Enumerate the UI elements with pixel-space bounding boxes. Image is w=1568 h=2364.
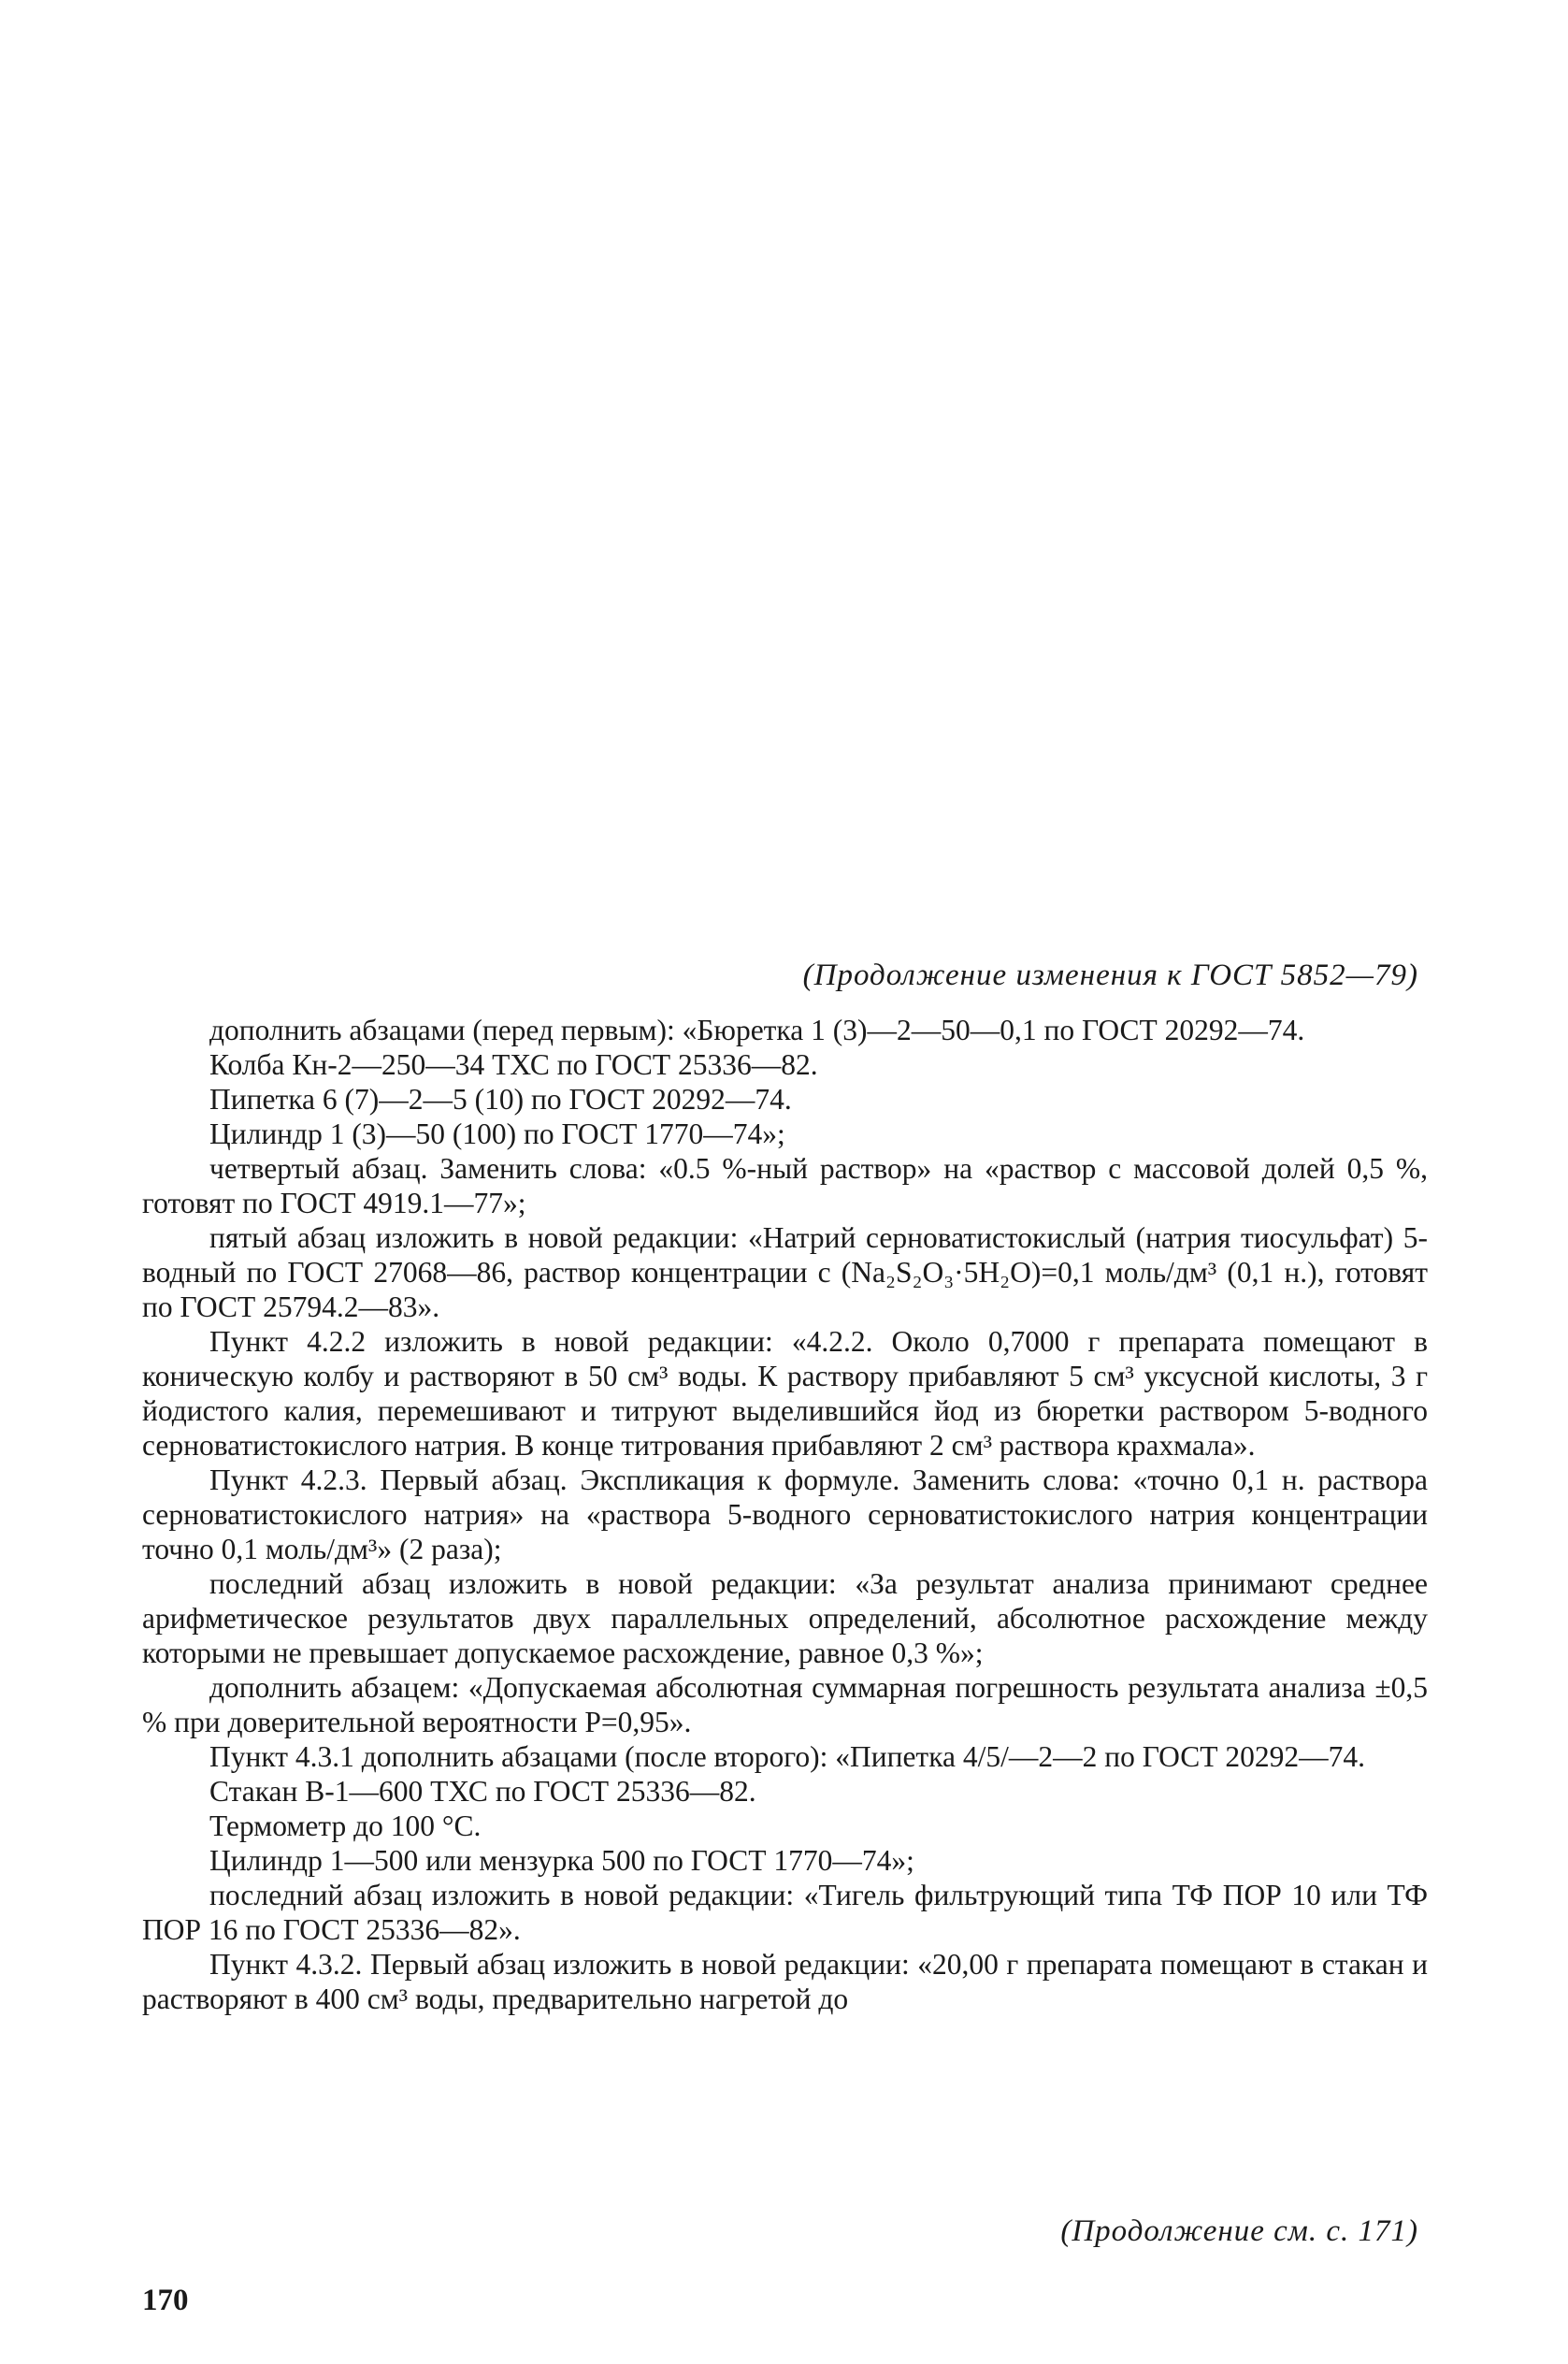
- continuation-note: (Продолжение см. с. 171): [1060, 2214, 1418, 2248]
- paragraph: Пункт 4.2.2 изложить в новой редакции: «4.2.2. Около 0,7000 г препарата помещают в коническую колбу и растворяют в 50 см³ воды. К раствору прибавляют 5 см³ уксусной кислоты, 3 г йодистого калия, перемешивают и титруют выделившийся йод из бюретки раствором 5-водного серноватистокислого натрия. В конце титрования прибавляют 2 см³ раствора крахмала».: [142, 1325, 1428, 1462]
- paragraph: последний абзац изложить в новой редакции: «Тигель фильтрующий типа ТФ ПОР 10 или ТФ ПОР 16 по ГОСТ 25336—82».: [142, 1879, 1428, 1946]
- paragraph: Пункт 4.2.3. Первый абзац. Экспликация к формуле. Заменить слова: «точно 0,1 н. раствора серноватистокислого натрия» на «раствора 5-водного серноватистокислого натрия концентрации точно 0,1 моль/дм³» (2 раза);: [142, 1463, 1428, 1565]
- paragraph: Колба Кн-2—250—34 ТХС по ГОСТ 25336—82.: [209, 1048, 818, 1081]
- paragraph: Пипетка 6 (7)—2—5 (10) по ГОСТ 20292—74.: [209, 1083, 792, 1116]
- paragraph: Цилиндр 1—500 или мензурка 500 по ГОСТ 1770—74»;: [209, 1844, 914, 1877]
- paragraph: дополнить абзацем: «Допускаемая абсолютная суммарная погрешность результата анализа ±0,5 % при доверительной вероятности P=0,95».: [142, 1671, 1428, 1738]
- paragraph: Пункт 4.3.1 дополнить абзацами (после второго): «Пипетка 4/5/—2—2 по ГОСТ 20292—74.: [209, 1740, 1366, 1773]
- paragraph: последний абзац изложить в новой редакции: «За результат анализа принимают среднее арифметическое результатов двух параллельных определений, абсолютное расхождение между которыми не превышает допускаемое расхождение, равное 0,3 %»;: [142, 1567, 1428, 1669]
- paragraph: Цилиндр 1 (3)—50 (100) по ГОСТ 1770—74»;: [209, 1117, 785, 1150]
- paragraph: дополнить абзацами (перед первым): «Бюретка 1 (3)—2—50—0,1 по ГОСТ 20292—74.: [209, 1014, 1305, 1046]
- paragraph: Стакан В-1—600 ТХС по ГОСТ 25336—82.: [209, 1775, 756, 1808]
- document-body: [142, 1013, 1428, 2016]
- running-header: (Продолжение изменения к ГОСТ 5852—79): [802, 959, 1418, 992]
- paragraph: Термометр до 100 °С.: [209, 1809, 482, 1842]
- page-number: 170: [142, 2284, 189, 2317]
- paragraph: четвертый абзац. Заменить слова: «0.5 %-ный раствор» на «раствор с массовой долей 0,5 %, готовят по ГОСТ 4919.1—77»;: [142, 1152, 1428, 1219]
- paragraph: пятый абзац изложить в новой редакции: «Натрий серноватистокислый (натрия тиосульфат) 5-водный по ГОСТ 27068—86, раствор концентрации c (Na₂S₂O₃·5H₂O)=0,1 моль/дм³ (0,1 н.), готовят по ГОСТ 25794.2—83».: [142, 1221, 1428, 1323]
- paragraph: Пункт 4.3.2. Первый абзац изложить в новой редакции: «20,00 г препарата помещают в стакан и растворяют в 400 см³ воды, предварительно нагретой до: [142, 1948, 1428, 2015]
